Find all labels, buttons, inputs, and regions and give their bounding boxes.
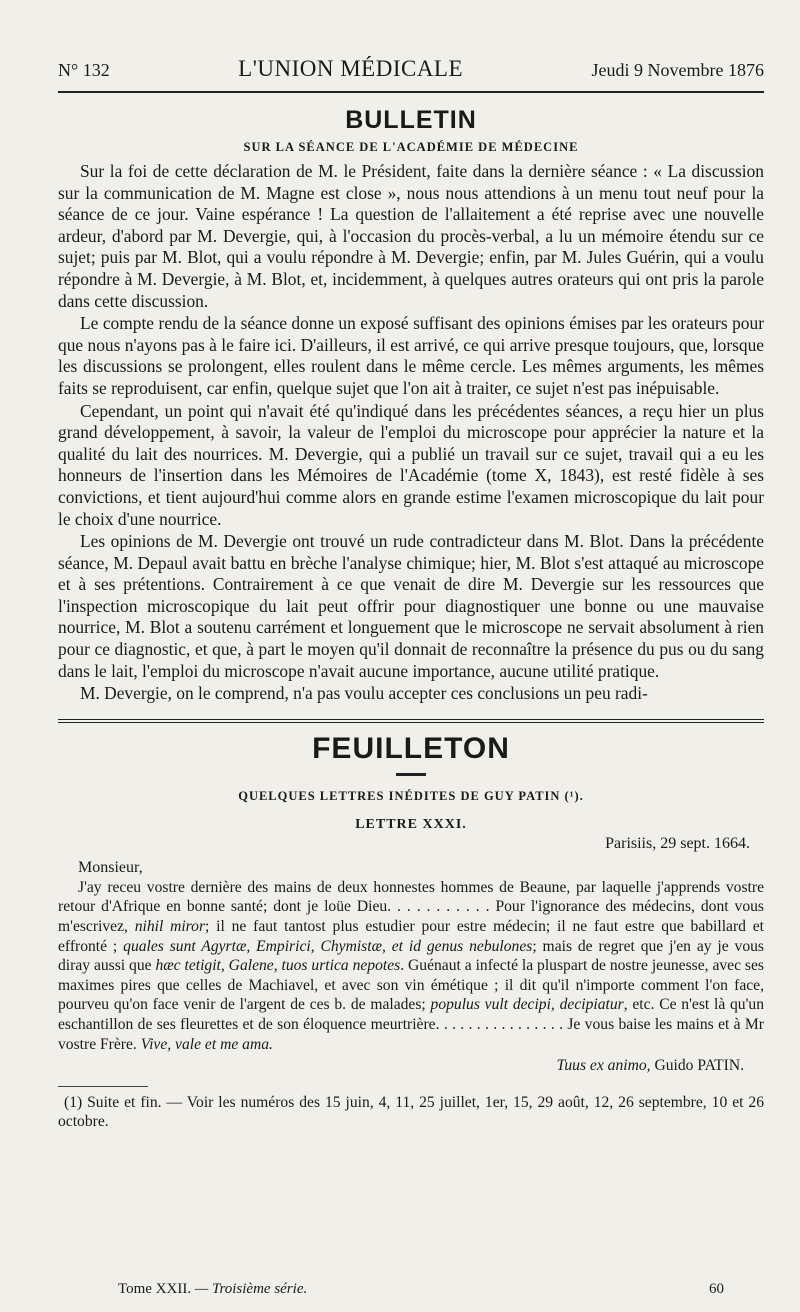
series-label: — Troisième série. [194,1281,308,1297]
footnote: (1) Suite et fin. — Voir les numéros des 15 juin, 4, 11, 25 juillet, 1er, 15, 29 août, 12, 26 septembre, 10 et 26 octobre. [58,1094,764,1131]
letter-text-1: J'ay receu vostre dernière des mains de deux honnestes hommes de Beaune, par laquelle j'apprends vostre retour d'Afrique en bonne santé; dont je loüe Dieu. . . . . . . . . . . Pour l'ignorance des médecins, dont vous m'escrivez, [58,878,764,936]
footnote-rule [58,1086,148,1087]
page-header [58,58,764,81]
title-dash [396,773,426,776]
feuilleton-subtitle: QUELQUES LETTRES INÉDITES DE GUY PATIN (¹). [238,788,584,803]
letter-latin-1: nihil miror [134,918,206,936]
feuilleton-title: FEUILLETON [312,731,510,765]
signature-name: Guido PATIN. [654,1057,744,1075]
journal-title: L'UNION MÉDICALE [238,56,464,81]
letter-text-2: ; il ne faut tantost plus estudier pour estre médecin; il ne faut estre que babillard et effronté ; [58,918,764,955]
header-rule [58,91,764,93]
bulletin-paragraph-1: Sur la foi de cette déclaration de M. le Président, faite dans la dernière séance : « La discussion sur la communication de M. Magne est close », nous nous attendions à un menu tout neuf pour la séance de ce jour. Vaine espérance ! La question de l'allaitement a été reprise avec une nouvelle ardeur, d'abord par M. Devergie, qui, à l'occasion du procès-verbal, a lu un mémoire étendu sur ce sujet; puis par M. Blot, qui a voulu répondre à M. Devergie; enfin, par M. Jules Guérin, qui a voulu répondre à M. Devergie, à M. Blot, et, incidemment, à quelques autres orateurs qui ont pris la parole dans cette discussion. [58,161,764,311]
bulletin-paragraph-5: M. Devergie, on le comprend, n'a pas voulu accepter ces conclusions un peu radi- [80,683,648,704]
letter-latin-5: Vive, vale et me ama. [140,1035,273,1053]
letter-signature [58,1056,744,1076]
letter-latin-3: hæc tetigit, Galene, tuos urtica nepotes [155,957,401,975]
letter-heading: LETTRE XXXI. [355,816,467,832]
letter-text-3: ; mais de regret que j'en ay je vous diray aussi que [58,937,764,975]
letter-text-5: , etc. Ce n'est là qu'un eschantillon de ses fleurettes et de son éloquence meurtrière. . . . . . . . . . . . . . . . Je vous baise les mains et à Mr vostre Frère. [58,996,765,1053]
letter-text-4: . Guénaut a infecté la pluspart de nostre jeunesse, avec ses maximes pires que celles de Machiavel, et avec son vin émétique ; il dit qu'il n'importe comment l'on face, pourveu qu'on face venir de l'argent de ces b. de malades; [58,957,764,1014]
letter-dateline: Parisiis, 29 sept. 1664. [605,834,750,852]
bulletin-title: BULLETIN [345,106,477,134]
letter-salutation: Monsieur, [78,858,143,876]
bulletin-subtitle: SUR LA SÉANCE DE L'ACADÉMIE DE MÉDECINE [243,140,579,154]
section-divider [58,719,764,723]
page-footer [118,1280,724,1298]
bulletin-body [58,161,764,705]
letter-latin-2: quales sunt Agyrtæ, Empirici, Chymistæ, et id genus nebulones [123,937,533,955]
issue-number: N° 132 [58,60,110,80]
page-number: 60 [709,1281,724,1297]
volume-label: Tome XXII. [118,1281,192,1297]
footer-volume [118,1280,307,1298]
letter-latin-4: populus vult decipi, decipiatur [430,996,624,1014]
bulletin-paragraph-2: Le compte rendu de la séance donne un exposé suffisant des opinions émises par les orateurs pour que nous n'ayons pas à le faire ici. D'ailleurs, il est arrivé, ce qui arrive presque toujours, que, lorsque les discussions se prolongent, elles roulent dans le même cercle. Les mêmes arguments, les mêmes faits se reproduisent, car enfin, quelque sujet que l'on ait à traiter, ce sujet n'est pas inépuisable. [58,313,764,398]
signature-closing: Tuus ex animo, [556,1057,651,1075]
letter-body [58,878,764,1054]
issue-date: Jeudi 9 Novembre 1876 [591,60,764,80]
bulletin-paragraph-3: Cependant, un point qui n'avait été qu'indiqué dans les précédentes séances, a reçu hier un plus grand développement, à savoir, la valeur de l'emploi du microscope pour apprécier la nature et la qualité du lait des nourrices. M. Devergie, qui a publié un travail sur ce sujet, travail qui a eu les honneurs de l'insertion dans les Mémoires de l'Académie (tome X, 1843), est resté fidèle à ses convictions, et tient aujourd'hui comme alors en grande estime l'examen microscopique du lait pour le choix d'une nourrice. [58,400,764,529]
bulletin-paragraph-4: Les opinions de M. Devergie ont trouvé un rude contradicteur dans M. Blot. Dans la précédente séance, M. Depaul avait battu en brèche l'analyse chimique; hier, M. Blot s'est attaqué au microscope et à ses prétentions. Contrairement à ce que venait de dire M. Devergie sur les ressources que l'inspection microscopique du lait peut offrir pour diagnostiquer une bonne ou une mauvaise nourrice, M. Blot a soutenu carrément et longuement que le microscope ne servait absolument à rien pour ce diagnostic, et que, à part le moyen qu'il donnait de reconnaître la présence du pus ou du sang dans le lait, l'emploi du microscope n'avait aucune importance, aucune utilité pratique. [58,531,764,681]
